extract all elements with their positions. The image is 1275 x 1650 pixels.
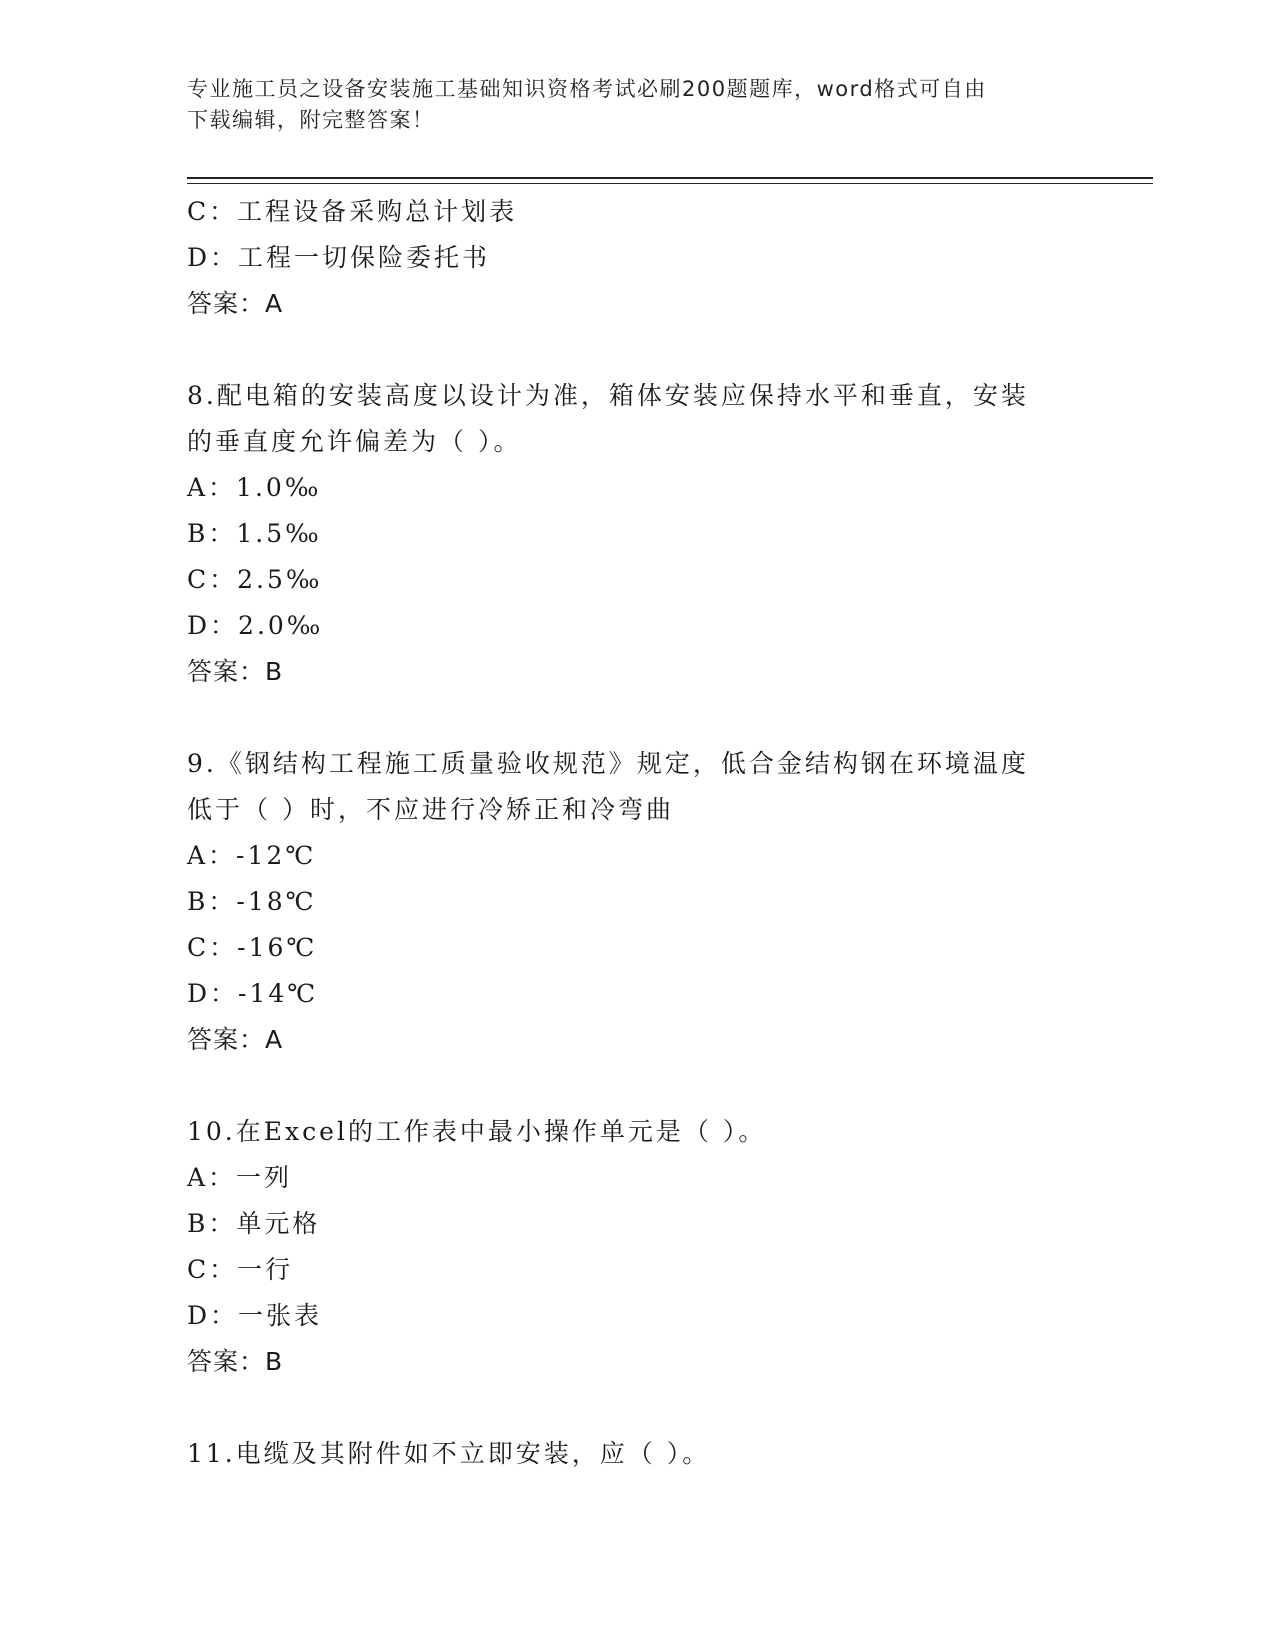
question-9	[187, 741, 1087, 1063]
question-8	[187, 373, 1087, 695]
question-10	[187, 1109, 1087, 1385]
answer-line: 答案：A	[187, 1025, 284, 1054]
header-title-line-1: 专业施工员之设备安装施工基础知识资格考试必刷200题题库，word格式可自由	[187, 77, 987, 101]
question-text-line-1: 11.电缆及其附件如不立即安装，应（ ）。	[187, 1439, 711, 1468]
question-11	[187, 1431, 1087, 1477]
question-text-line-1: 10.在Excel的工作表中最小操作单元是（ ）。	[187, 1117, 767, 1146]
option-b: B：单元格	[187, 1209, 321, 1238]
option-d: D：一张表	[187, 1301, 323, 1330]
document-header	[187, 74, 1087, 136]
option-d: D：工程一切保险委托书	[187, 243, 491, 272]
answer-line: 答案：A	[187, 289, 284, 318]
option-d: D：2.0‰	[187, 611, 324, 640]
question-7-continuation	[187, 189, 1087, 327]
answer-line: 答案：B	[187, 657, 284, 686]
option-b: B：-18℃	[187, 887, 317, 916]
option-a: A：一列	[187, 1163, 293, 1192]
header-title-line-2: 下载编辑，附完整答案！	[187, 108, 435, 132]
question-list	[187, 189, 1087, 1523]
option-c: C：2.5‰	[187, 565, 323, 594]
option-c: C：一行	[187, 1255, 294, 1284]
option-a: A：1.0‰	[187, 473, 322, 502]
answer-line: 答案：B	[187, 1347, 284, 1376]
option-d: D：-14℃	[187, 979, 319, 1008]
question-text-line-2: 的垂直度允许偏差为（ ）。	[187, 427, 522, 456]
option-b: B：1.5‰	[187, 519, 322, 548]
option-c: C：工程设备采购总计划表	[187, 197, 518, 226]
option-c: C：-16℃	[187, 933, 318, 962]
question-text-line-1: 8.配电箱的安装高度以设计为准，箱体安装应保持水平和垂直，安装	[187, 381, 1029, 410]
header-divider-thin	[187, 183, 1153, 184]
header-divider-thick	[187, 177, 1153, 179]
question-text-line-1: 9.《钢结构工程施工质量验收规范》规定，低合金结构钢在环境温度	[187, 749, 1029, 778]
question-text-line-2: 低于（ ）时，不应进行冷矫正和冷弯曲	[187, 795, 674, 824]
option-a: A：-12℃	[187, 841, 317, 870]
